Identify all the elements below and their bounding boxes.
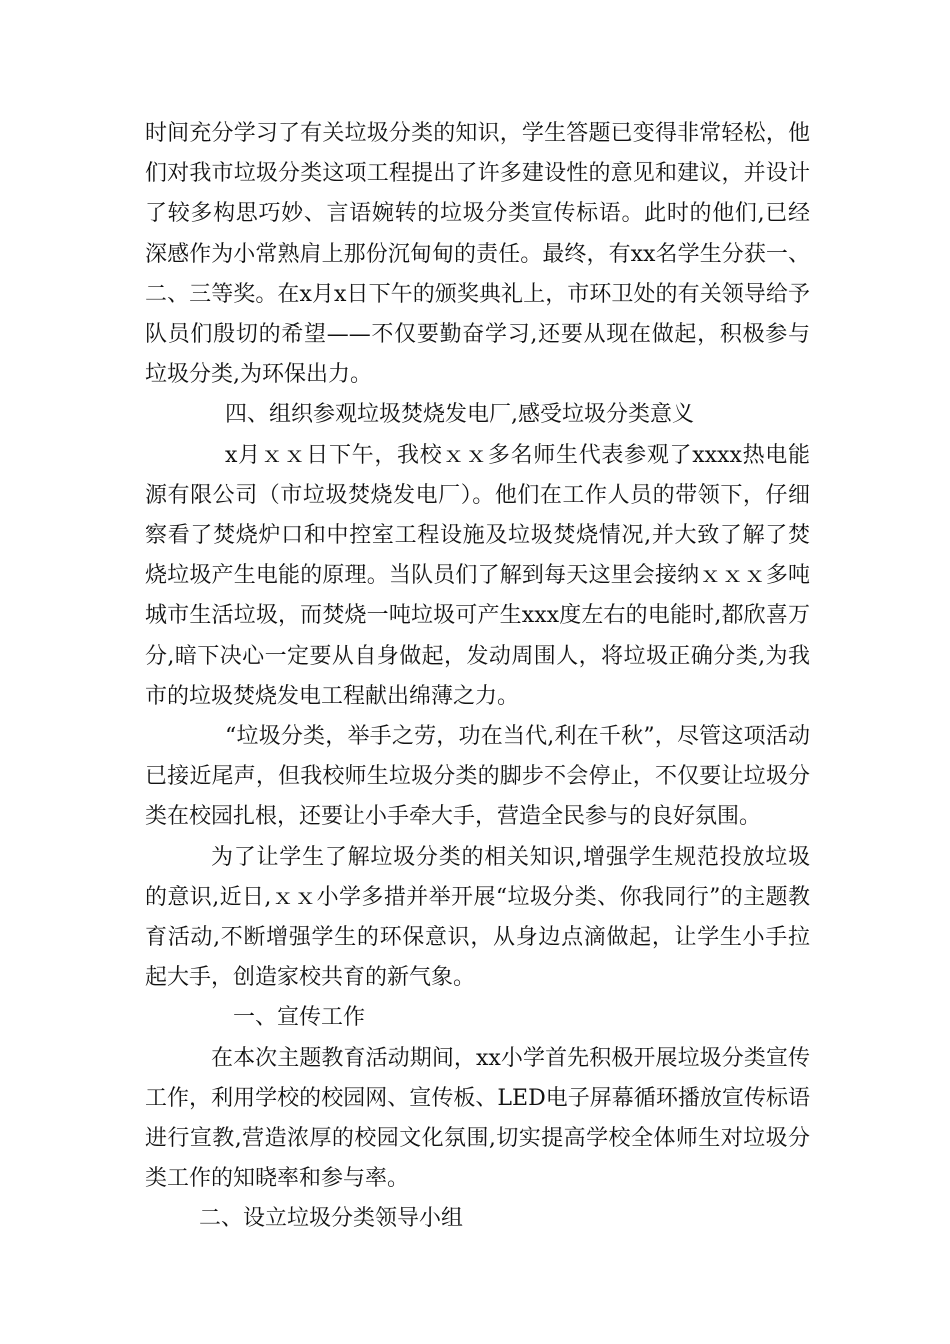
paragraph-introduction: 为了让学生了解垃圾分类的相关知识,增强学生规范投放垃圾的意识,近日,ｘｘ小学多措并举开展“垃圾分类、你我同行”的主题教育活动,不断增强学生的环保意识，从身边点滴做起，让学生小手拉起大手，创造家校共育的新气象。 — [145, 844, 810, 991]
document-body — [145, 114, 810, 1240]
paragraph-incineration-visit: x月ｘｘ日下午，我校ｘｘ多名师生代表参观了xxxx热电能源有限公司（市垃圾焚烧发电厂）。他们在工作人员的带领下，仔细察看了焚烧炉口和中控室工程设施及垃圾焚烧情况,并大致了解了焚烧垃圾产生电能的原理。当队员们了解到每天这里会接纳ｘｘｘ多吨城市生活垃圾，而焚烧一吨垃圾可产生xxx度左右的电能时,都欣喜万分,暗下决心一定要从自身做起，发动周围人，将垃圾正确分类,为我市的垃圾焚烧发电工程献出绵薄之力。 — [145, 442, 810, 709]
section-heading-leadership-group: 二、设立垃圾分类领导小组 — [199, 1206, 464, 1232]
section-heading-publicity: 一、宣传工作 — [233, 1005, 366, 1031]
section-heading-incineration-visit: 四、组织参观垃圾焚烧发电厂,感受垃圾分类意义 — [225, 402, 694, 428]
paragraph-publicity: 在本次主题教育活动期间，xx小学首先积极开展垃圾分类宣传工作，利用学校的校园网、宣传板、LED电子屏幕循环播放宣传标语进行宣教,营造浓厚的校园文化氛围,切实提高学校全体师生对垃圾分类工作的知晓率和参与率。 — [145, 1045, 810, 1192]
paragraph-slogan: “垃圾分类，举手之劳，功在当代,利在千秋”，尽管这项活动已接近尾声，但我校师生垃圾分类的脚步不会停止，不仅要让垃圾分类在校园扎根，还要让小手牵大手，营造全民参与的良好氛围。 — [145, 724, 810, 830]
paragraph-awards: 时间充分学习了有关垃圾分类的知识，学生答题已变得非常轻松，他们对我市垃圾分类这项工程提出了许多建设性的意见和建议，并设计了较多构思巧妙、言语婉转的垃圾分类宣传标语。此时的他们,已经深感作为小常熟肩上那份沉甸甸的责任。最终，有xx名学生分获一、二、三等奖。在x月x日下午的颁奖典礼上，市环卫处的有关领导给予队员们殷切的希望——不仅要勤奋学习,还要从现在做起，积极参与垃圾分类,为环保出力。 — [145, 121, 810, 388]
